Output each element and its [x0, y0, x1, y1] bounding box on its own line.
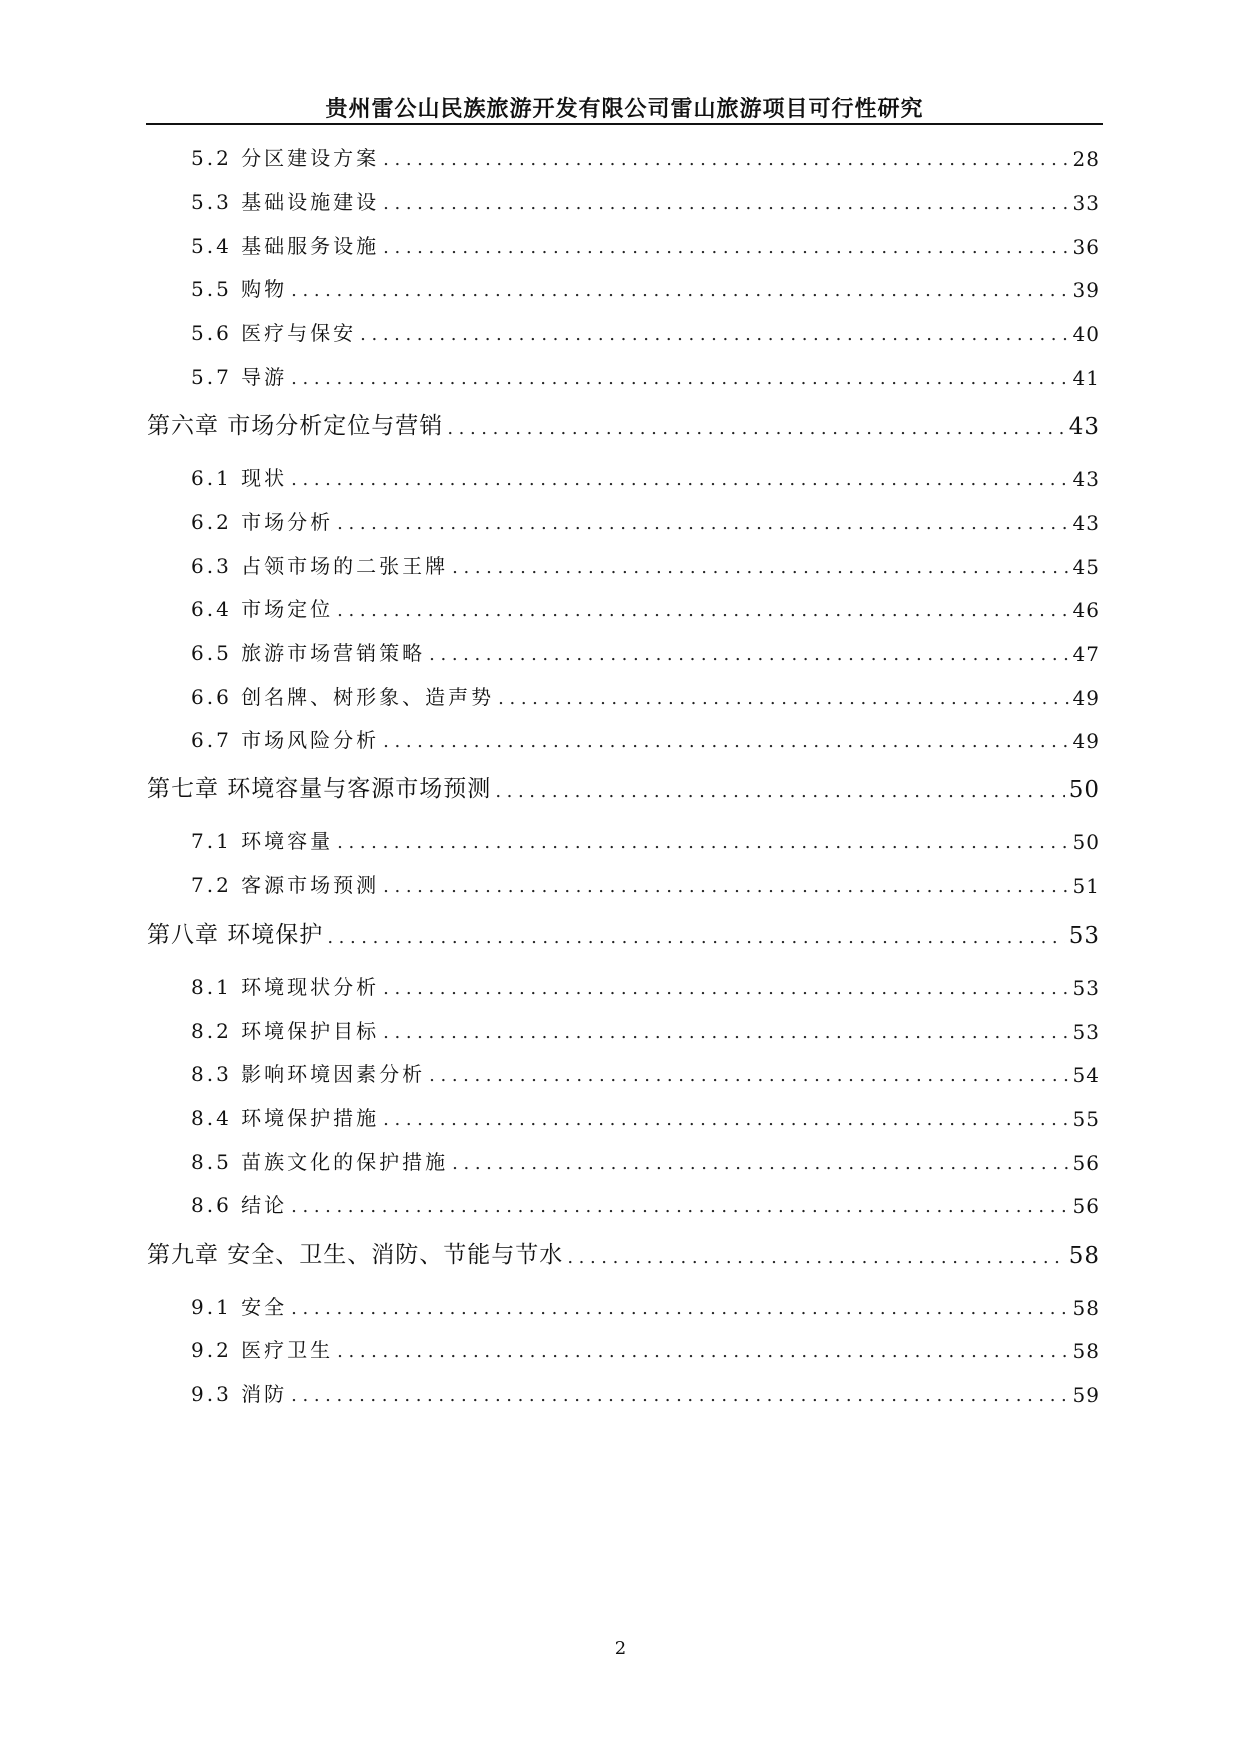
toc-entry[interactable]	[0, 545, 1241, 579]
toc-entry-page: 46	[1072, 598, 1100, 622]
toc-entry-page: 58	[1068, 1243, 1100, 1269]
toc-entry[interactable]	[0, 1329, 1241, 1363]
toc-entry-label: 9.3 消防	[191, 1382, 288, 1406]
dot-leader	[360, 324, 1068, 346]
toc-entry[interactable]	[0, 588, 1241, 622]
dot-leader	[383, 876, 1068, 898]
toc-entry-page: 56	[1072, 1194, 1100, 1218]
dot-leader	[452, 1153, 1068, 1175]
dot-leader	[337, 513, 1068, 535]
toc-entry-label: 5.2 分区建设方案	[191, 146, 380, 170]
toc-chapter[interactable]	[0, 406, 1241, 440]
toc-entry[interactable]	[0, 1286, 1241, 1320]
toc-chapter[interactable]	[0, 1235, 1241, 1269]
toc-entry[interactable]	[0, 864, 1241, 898]
toc-entry-page: 51	[1072, 874, 1100, 898]
dot-leader	[291, 1196, 1068, 1218]
toc-entry-page: 43	[1068, 414, 1100, 440]
dot-leader	[337, 1341, 1068, 1363]
toc-entry-page: 50	[1072, 830, 1100, 854]
dot-leader	[291, 1298, 1068, 1320]
toc-entry[interactable]	[0, 501, 1241, 535]
toc-entry-page: 47	[1072, 642, 1100, 666]
toc-entry-page: 55	[1072, 1107, 1100, 1131]
toc-entry-label: 第七章 环境容量与客源市场预测	[147, 776, 492, 802]
toc-entry-label: 5.4 基础服务设施	[191, 234, 380, 258]
toc-entry[interactable]	[0, 181, 1241, 215]
toc-entry-label: 第六章 市场分析定位与营销	[147, 413, 444, 439]
toc-entry-label: 5.5 购物	[191, 277, 288, 301]
toc-entry-label: 8.4 环境保护措施	[191, 1106, 380, 1130]
dot-leader	[383, 237, 1068, 259]
toc-entry[interactable]	[0, 356, 1241, 390]
toc-entry-page: 40	[1072, 322, 1100, 346]
toc-entry-page: 43	[1072, 467, 1100, 491]
toc-entry[interactable]	[0, 312, 1241, 346]
toc-entry-page: 58	[1072, 1339, 1100, 1363]
toc-entry[interactable]	[0, 632, 1241, 666]
dot-leader	[383, 1022, 1068, 1044]
toc-entry-page: 56	[1072, 1151, 1100, 1175]
toc-chapter[interactable]	[0, 915, 1241, 949]
toc-entry-label: 9.2 医疗卫生	[191, 1338, 334, 1362]
toc-entry-page: 33	[1072, 191, 1100, 215]
dot-leader	[383, 731, 1068, 753]
toc-entry-label: 6.4 市场定位	[191, 597, 334, 621]
dot-leader	[447, 418, 1064, 440]
dot-leader	[429, 644, 1068, 666]
toc-chapter[interactable]	[0, 769, 1241, 803]
toc-entry-label: 8.5 苗族文化的保护措施	[191, 1150, 449, 1174]
dot-leader	[495, 781, 1064, 803]
dot-leader	[383, 149, 1068, 171]
toc-entry-page: 49	[1072, 729, 1100, 753]
toc-entry-page: 53	[1068, 923, 1100, 949]
toc-entry-label: 6.1 现状	[191, 466, 288, 490]
dot-leader	[383, 193, 1068, 215]
toc-entry[interactable]	[0, 1097, 1241, 1131]
dot-leader	[429, 1065, 1068, 1087]
toc-entry[interactable]	[0, 137, 1241, 171]
dot-leader	[337, 600, 1068, 622]
toc-entry-label: 6.5 旅游市场营销策略	[191, 641, 426, 665]
running-header: 贵州雷公山民族旅游开发有限公司雷山旅游项目可行性研究	[325, 96, 924, 122]
toc-entry-label: 6.3 占领市场的二张王牌	[191, 554, 449, 578]
toc-entry-page: 53	[1072, 976, 1100, 1000]
toc-entry-page: 28	[1072, 147, 1100, 171]
toc-entry[interactable]	[0, 1373, 1241, 1407]
dot-leader	[291, 368, 1068, 390]
toc-entry-label: 9.1 安全	[191, 1295, 288, 1319]
toc-entry[interactable]	[0, 1053, 1241, 1087]
toc-entry[interactable]	[0, 457, 1241, 491]
dot-leader	[567, 1247, 1064, 1269]
toc-entry[interactable]	[0, 268, 1241, 302]
toc-entry[interactable]	[0, 966, 1241, 1000]
dot-leader	[327, 927, 1064, 949]
toc-entry[interactable]	[0, 820, 1241, 854]
toc-entry-label: 6.7 市场风险分析	[191, 728, 380, 752]
dot-leader	[337, 832, 1068, 854]
dot-leader	[291, 280, 1068, 302]
toc-entry-label: 6.2 市场分析	[191, 510, 334, 534]
toc-entry-page: 39	[1072, 278, 1100, 302]
toc-entry[interactable]	[0, 225, 1241, 259]
toc-entry-label: 第八章 环境保护	[147, 922, 324, 948]
dot-leader	[291, 1385, 1068, 1407]
toc-entry[interactable]	[0, 1184, 1241, 1218]
toc-entry-label: 8.1 环境现状分析	[191, 975, 380, 999]
toc-entry-page: 36	[1072, 235, 1100, 259]
dot-leader	[452, 557, 1068, 579]
toc-entry-page: 53	[1072, 1020, 1100, 1044]
toc-entry-label: 6.6 创名牌、树形象、造声势	[191, 685, 495, 709]
toc-entry-page: 43	[1072, 511, 1100, 535]
dot-leader	[291, 469, 1068, 491]
toc-entry-page: 59	[1072, 1383, 1100, 1407]
toc-entry-label: 5.7 导游	[191, 365, 288, 389]
toc-entry-page: 45	[1072, 555, 1100, 579]
toc-entry[interactable]	[0, 1141, 1241, 1175]
toc-entry-page: 54	[1072, 1063, 1100, 1087]
toc-entry[interactable]	[0, 1010, 1241, 1044]
toc-entry-label: 7.1 环境容量	[191, 829, 334, 853]
page-number: 2	[614, 1638, 627, 1659]
toc-entry-label: 第九章 安全、卫生、消防、节能与节水	[147, 1242, 564, 1268]
toc-entry-label: 7.2 客源市场预测	[191, 873, 380, 897]
toc-entry-page: 50	[1068, 777, 1100, 803]
toc-entry[interactable]	[0, 676, 1241, 710]
toc-entry-label: 5.6 医疗与保安	[191, 321, 357, 345]
dot-leader	[383, 978, 1068, 1000]
toc-entry-label: 5.3 基础设施建设	[191, 190, 380, 214]
toc-entry-label: 8.2 环境保护目标	[191, 1019, 380, 1043]
toc-entry-page: 49	[1072, 686, 1100, 710]
dot-leader	[383, 1109, 1068, 1131]
toc-entry[interactable]	[0, 719, 1241, 753]
dot-leader	[498, 688, 1068, 710]
toc-entry-label: 8.6 结论	[191, 1193, 288, 1217]
toc-entry-page: 41	[1072, 366, 1100, 390]
toc-entry-page: 58	[1072, 1296, 1100, 1320]
toc-entry-label: 8.3 影响环境因素分析	[191, 1062, 426, 1086]
